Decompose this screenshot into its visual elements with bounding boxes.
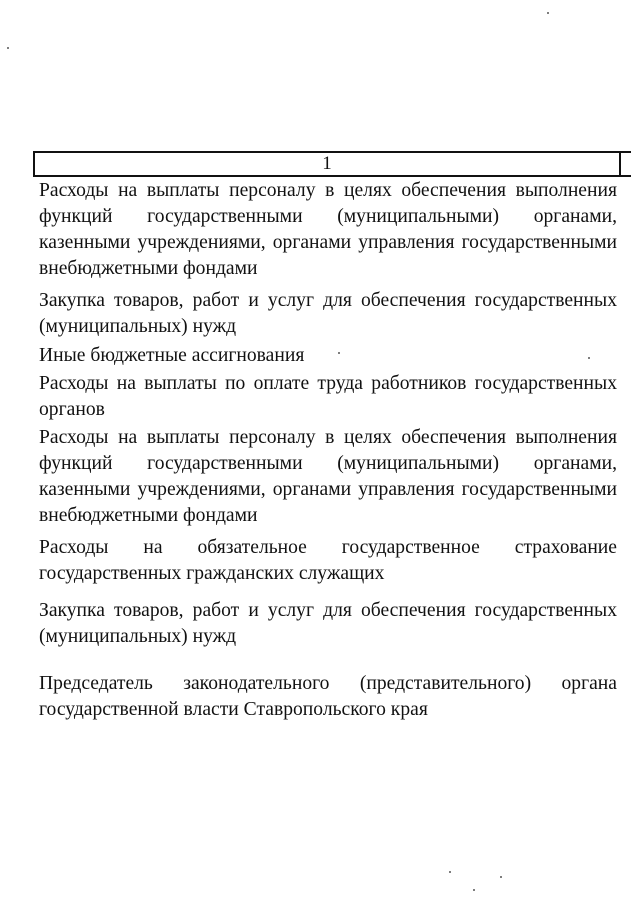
table-header-row (33, 151, 631, 177)
row-text: Иные бюджетные ассигнования (39, 345, 305, 366)
row-text: Расходы на выплаты персоналу в целях обеспечения выполнения функций государственными (муниципальными) органами, казенными учреждениями, органами управления государственными внебюджетными фондами (39, 427, 617, 526)
scan-speck (547, 12, 549, 14)
row-text: Закупка товаров, работ и услуг для обеспечения государственных (муниципальных) нужд (39, 600, 617, 647)
scan-speck (338, 352, 340, 354)
row-text: Расходы на выплаты по оплате труда работников государственных органов (39, 373, 617, 420)
scan-speck (473, 889, 475, 891)
scan-speck (7, 47, 9, 49)
row-text: Расходы на выплаты персоналу в целях обеспечения выполнения функций государственными (муниципальными) органами, казенными учреждениями, органами управления государственными внебюджетными фондами (39, 180, 617, 279)
column-number-cell: 1 (35, 153, 621, 175)
row-text: Расходы на обязательное государственное страхование государственных гражданских служащих (39, 537, 617, 584)
scan-speck (449, 871, 451, 873)
row-text: Закупка товаров, работ и услуг для обеспечения государственных (муниципальных) нужд (39, 290, 617, 337)
row-text: Председатель законодательного (представительного) органа государственной власти Ставропольского края (39, 673, 617, 720)
scan-speck (500, 876, 502, 878)
scan-speck (588, 357, 590, 359)
